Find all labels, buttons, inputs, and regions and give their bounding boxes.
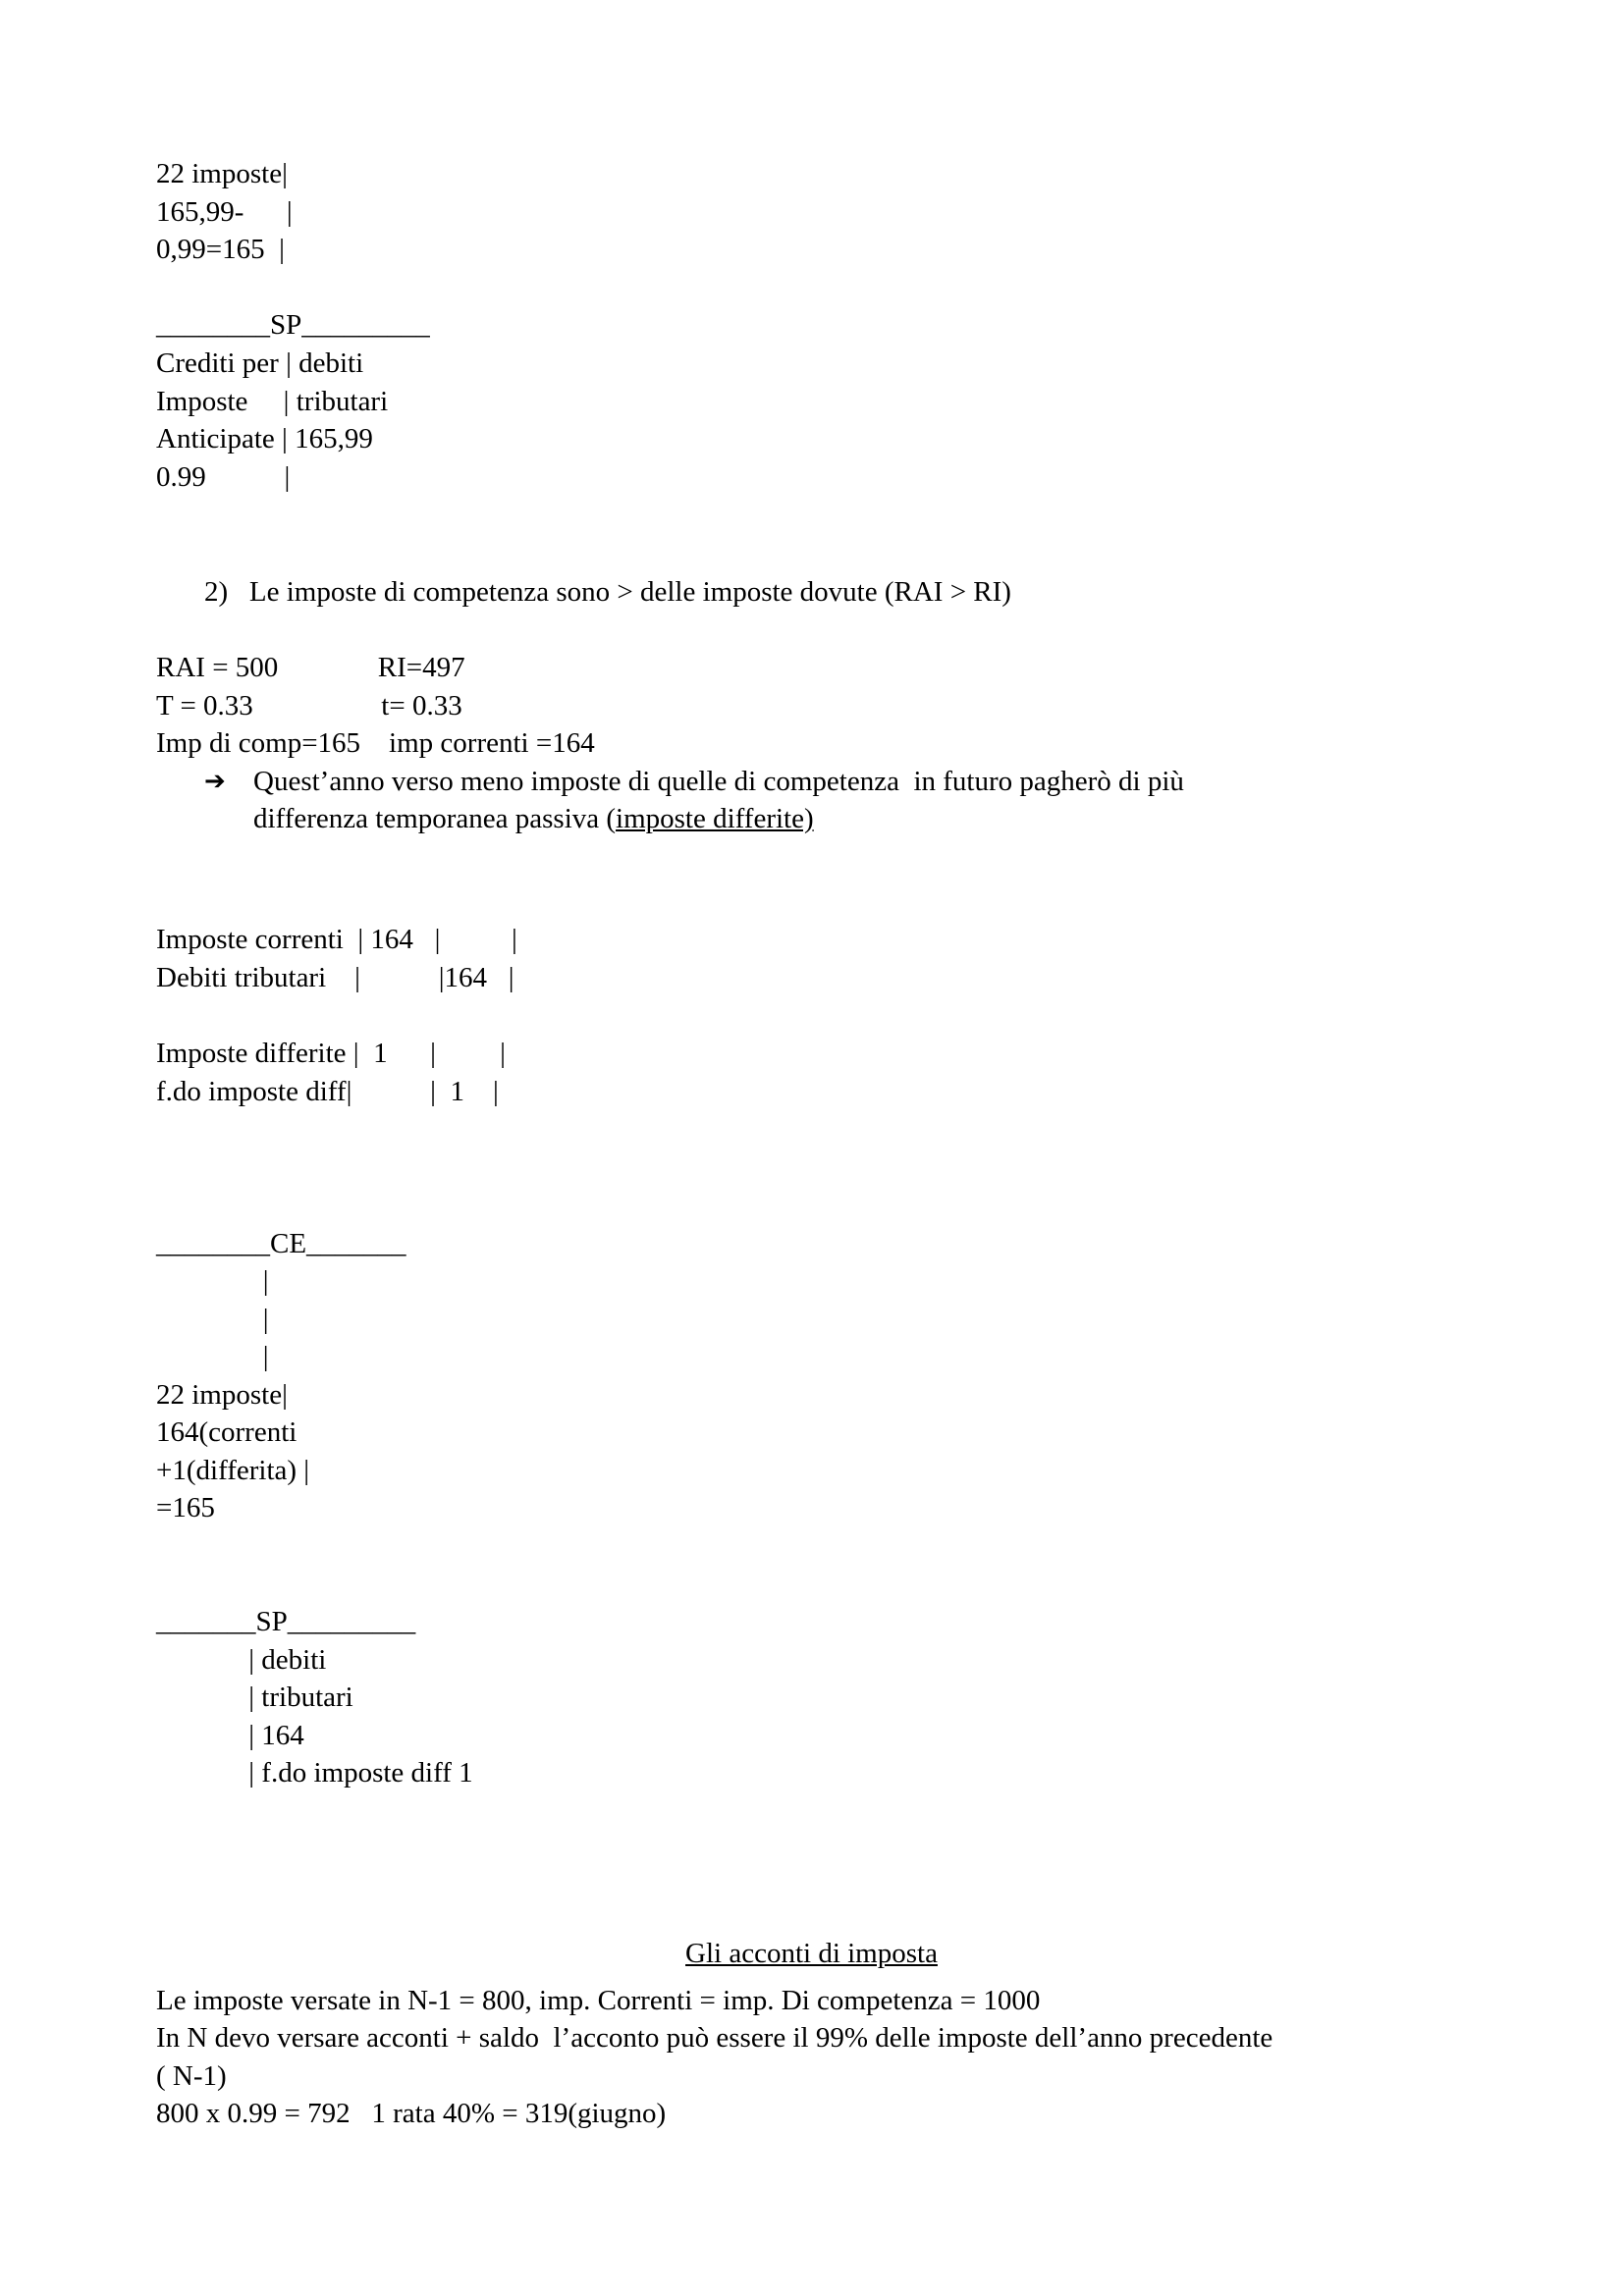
section-title: Gli acconti di imposta (685, 1938, 938, 1969)
text-line: Anticipate | 165,99 (156, 423, 373, 454)
entry-line: Imposte differite | 1 | | (156, 1038, 506, 1069)
text-line: | (156, 1304, 269, 1335)
text-line: | (156, 1341, 269, 1372)
entry-line: Debiti tributari | |164 | (156, 962, 514, 993)
text-line: In N devo versare acconti + saldo l’acconto può essere il 99% delle imposte dell’anno precedente (156, 2022, 1273, 2054)
text-line: 0,99=165 | (156, 234, 285, 265)
text-line: | f.do imposte diff 1 (156, 1757, 473, 1789)
bullet-text-plain: differenza temporanea passiva ( (253, 803, 617, 834)
text-line: 22 imposte| (156, 158, 288, 189)
text-line: 22 imposte| (156, 1379, 288, 1411)
text-line: RAI = 500 RI=497 (156, 652, 465, 683)
bullet-text (253, 800, 814, 838)
bullet-text: Quest’anno verso meno imposte di quelle di competenza in futuro pagherò di più (253, 766, 1192, 797)
text-line: 164(correnti (156, 1416, 298, 1448)
text-line: Le imposte versate in N-1 = 800, imp. Correnti = imp. Di competenza = 1000 (156, 1985, 1041, 2016)
section-heading: 2) Le imposte di competenza sono > delle imposte dovute (RAI > RI) (204, 576, 1011, 608)
text-line: T = 0.33 t= 0.33 (156, 690, 462, 721)
text-line: | tributari (156, 1682, 353, 1713)
underlined-term: imposte differite) (616, 803, 814, 834)
text-line: ( N-1) (156, 2060, 227, 2092)
text-line: 165,99- | (156, 196, 293, 228)
text-line: 0.99 | (156, 461, 291, 493)
text-line: 800 x 0.99 = 792 1 rata 40% = 319(giugno) (156, 2098, 667, 2129)
sp-header: _______SP_________ (156, 1606, 416, 1637)
text-line: Crediti per | debiti (156, 347, 364, 379)
sp-header: ________SP_________ (156, 309, 430, 341)
arrow-right-icon: ➔ (204, 767, 226, 796)
ce-header: ________CE_______ (156, 1228, 406, 1259)
text-line: +1(differita) | (156, 1455, 310, 1486)
text-line: | 164 (156, 1720, 304, 1751)
text-line: =165 (156, 1492, 215, 1523)
entry-line: f.do imposte diff| | 1 | (156, 1076, 499, 1107)
entry-line: Imposte correnti | 164 | | (156, 924, 517, 955)
text-line: | (156, 1265, 269, 1297)
text-line: Imposte | tributari (156, 386, 389, 417)
text-line: Imp di comp=165 imp correnti =164 (156, 727, 595, 759)
text-line: | debiti (156, 1644, 327, 1676)
